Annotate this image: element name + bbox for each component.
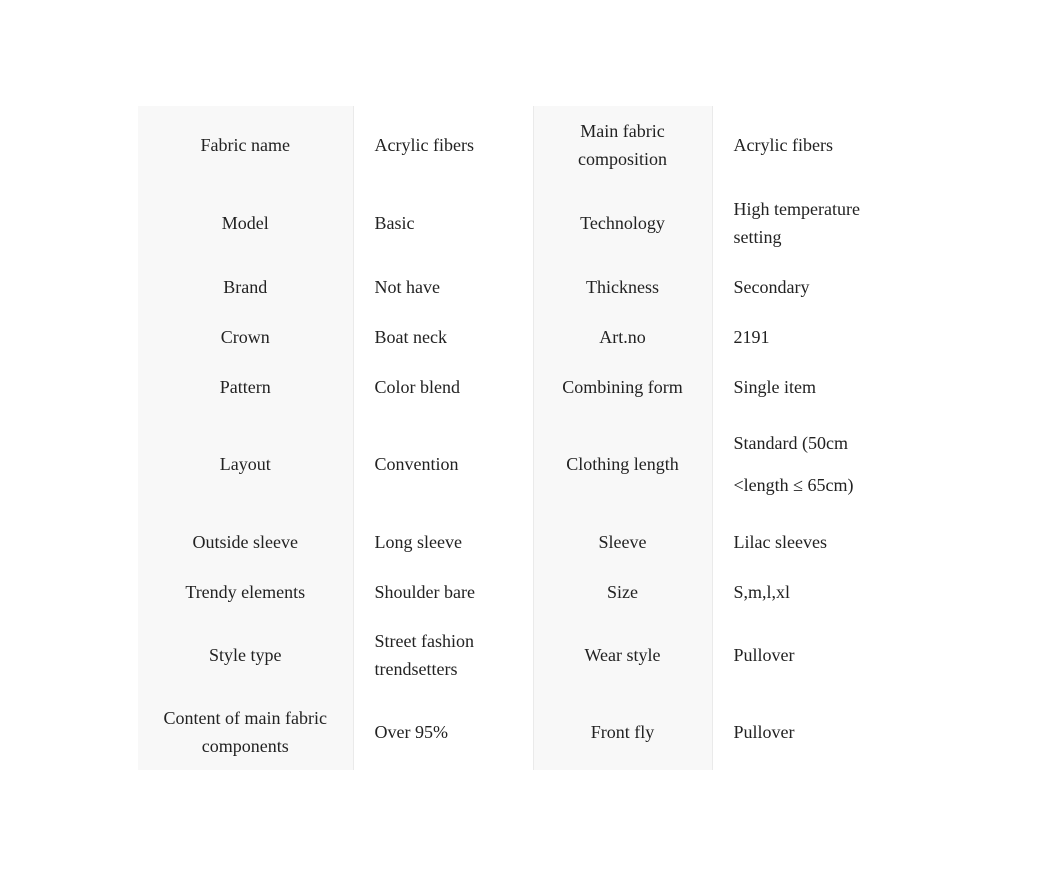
spec-value: Acrylic fibers	[353, 106, 533, 184]
spec-label: Brand	[138, 262, 353, 312]
spec-label: Style type	[138, 616, 353, 694]
spec-row-fabric-name	[138, 106, 882, 184]
spec-row-main-fabric-content	[138, 694, 882, 770]
spec-value: Not have	[353, 262, 533, 312]
spec-label: Sleeve	[533, 517, 712, 567]
spec-label: Model	[138, 184, 353, 262]
spec-label: Technology	[533, 184, 712, 262]
spec-value: Street fashion trendsetters	[353, 616, 533, 694]
spec-value: Shoulder bare	[353, 567, 533, 616]
spec-value: Color blend	[353, 362, 533, 411]
spec-value: Convention	[353, 411, 533, 517]
spec-label: Layout	[138, 411, 353, 517]
spec-value: Long sleeve	[353, 517, 533, 567]
spec-label: Size	[533, 567, 712, 616]
spec-label: Crown	[138, 312, 353, 362]
spec-label: Art.no	[533, 312, 712, 362]
spec-value: Secondary	[733, 277, 810, 297]
spec-value: Over 95%	[353, 694, 533, 770]
spec-row-layout	[138, 411, 882, 517]
spec-label: Front fly	[533, 694, 712, 770]
spec-label: Combining form	[533, 362, 712, 411]
spec-label: Clothing length	[533, 411, 712, 517]
spec-value-multiline	[712, 411, 882, 517]
spec-row-style-type	[138, 616, 882, 694]
spec-row-trendy-elements	[138, 567, 882, 616]
spec-label: Thickness	[533, 262, 712, 312]
spec-value: S,m,l,xl	[733, 581, 791, 602]
spec-label: Pattern	[138, 362, 353, 411]
product-spec-table	[138, 106, 882, 770]
spec-label: Main fabric composition	[533, 106, 712, 184]
spec-value: Pullover	[733, 645, 795, 665]
spec-label: Fabric name	[138, 106, 353, 184]
spec-value: Lilac sleeves	[733, 532, 827, 552]
spec-value: High temperature setting	[733, 199, 860, 247]
spec-label: Wear style	[533, 616, 712, 694]
spec-label: Trendy elements	[138, 567, 353, 616]
spec-value: Basic	[353, 184, 533, 262]
spec-row-model	[138, 184, 882, 262]
spec-value-line: Standard (50cm	[733, 433, 848, 453]
spec-row-outside-sleeve	[138, 517, 882, 567]
spec-row-pattern	[138, 362, 882, 411]
spec-value: Single item	[733, 376, 816, 397]
spec-label: Outside sleeve	[138, 517, 353, 567]
spec-value: 2191	[733, 327, 770, 347]
spec-row-brand	[138, 262, 882, 312]
spec-label: Content of main fabric components	[138, 694, 353, 770]
spec-value: Pullover	[733, 722, 795, 742]
spec-value: Boat neck	[353, 312, 533, 362]
spec-value: Acrylic fibers	[733, 135, 833, 155]
spec-value-line: <length ≤ 65cm)	[733, 475, 854, 495]
spec-row-crown	[138, 312, 882, 362]
